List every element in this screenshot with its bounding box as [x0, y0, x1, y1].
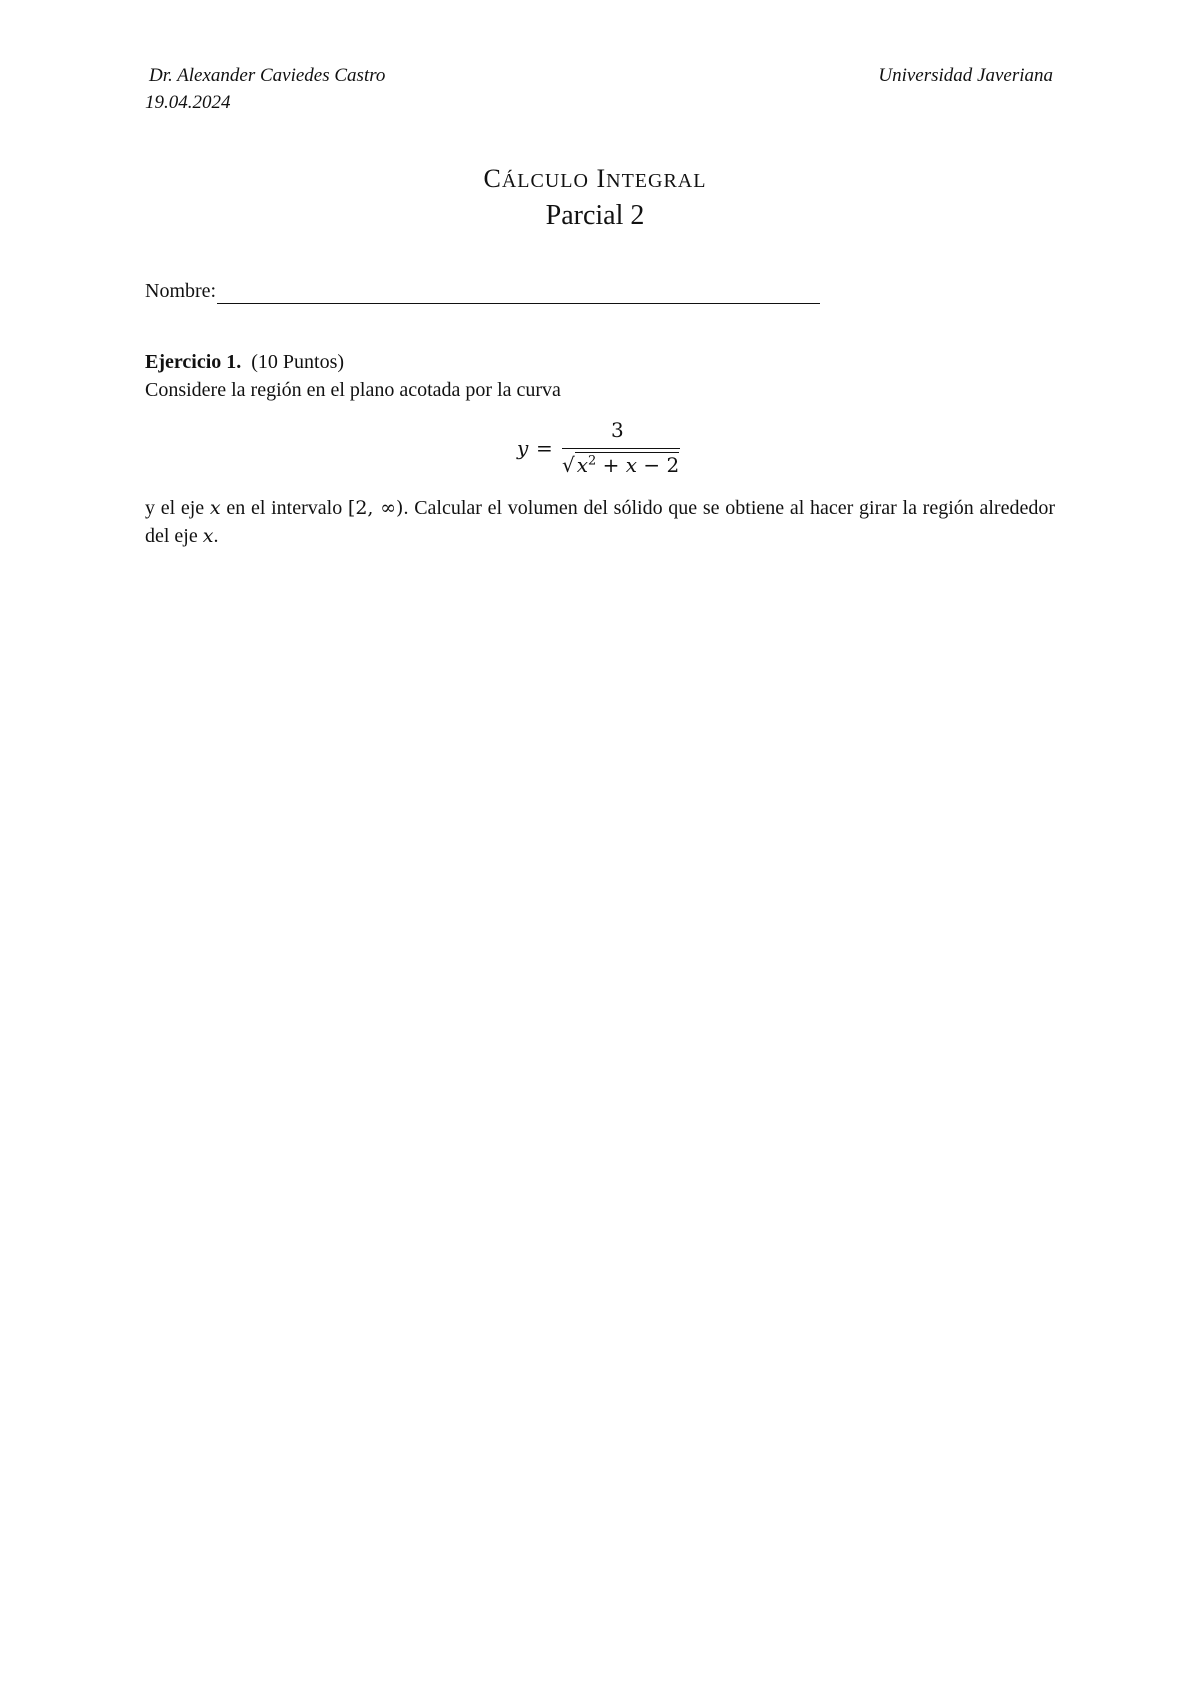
exercise-intro: Considere la región en el plano acotada por la curva — [145, 379, 561, 401]
name-blank-line[interactable] — [217, 283, 820, 304]
radicand — [575, 452, 680, 477]
question-text-1: y el eje — [145, 497, 210, 519]
formula-numerator: 3 — [611, 418, 624, 442]
math-var-x-2: x — [202, 525, 214, 547]
author-name: Dr. Alexander Caviedes Castro — [149, 65, 386, 86]
exam-title: Parcial 2 — [545, 200, 645, 231]
radicand-minus-two: − 2 — [637, 453, 680, 477]
radicand-var-x: x — [576, 453, 589, 477]
sqrt-symbol: √ — [562, 453, 575, 477]
formula-equals: = — [536, 436, 553, 460]
course-title-first-letter: C — [483, 164, 502, 193]
exercise-points: (10 Puntos) — [251, 351, 345, 373]
institution-name: Universidad Javeriana — [878, 65, 1053, 86]
radicand-exponent: 2 — [588, 453, 597, 469]
course-title — [0, 162, 1190, 198]
exercise-label: Ejercicio 1. — [145, 351, 242, 373]
header-left — [145, 62, 385, 116]
question-text-4: . — [213, 525, 219, 547]
math-var-x: x — [209, 497, 221, 519]
course-title-second-letter: I — [596, 164, 607, 193]
exercise-1 — [145, 348, 1055, 404]
formula-lhs: y — [517, 436, 529, 460]
name-field — [145, 278, 820, 304]
radicand-var-x2: x — [625, 453, 638, 477]
radicand-plus: + — [596, 453, 626, 477]
course-title-second-rest: NTEGRAL — [606, 170, 707, 192]
exam-date: 19.04.2024 — [145, 92, 231, 113]
course-title-first-rest: ÁLCULO — [501, 170, 589, 192]
fraction-bar — [562, 448, 680, 449]
question-text-3: . Calcular el volumen del sólido que se obtiene al hacer girar la región alrededor del eje — [145, 497, 1055, 547]
math-interval: [2, ∞) — [347, 497, 404, 519]
title-block — [0, 162, 1190, 234]
formula-denominator — [562, 452, 679, 477]
exercise-question — [145, 494, 1055, 550]
question-text-2: en el intervalo — [220, 497, 348, 519]
name-label: Nombre: — [145, 280, 217, 302]
exercise-heading — [145, 348, 1055, 376]
